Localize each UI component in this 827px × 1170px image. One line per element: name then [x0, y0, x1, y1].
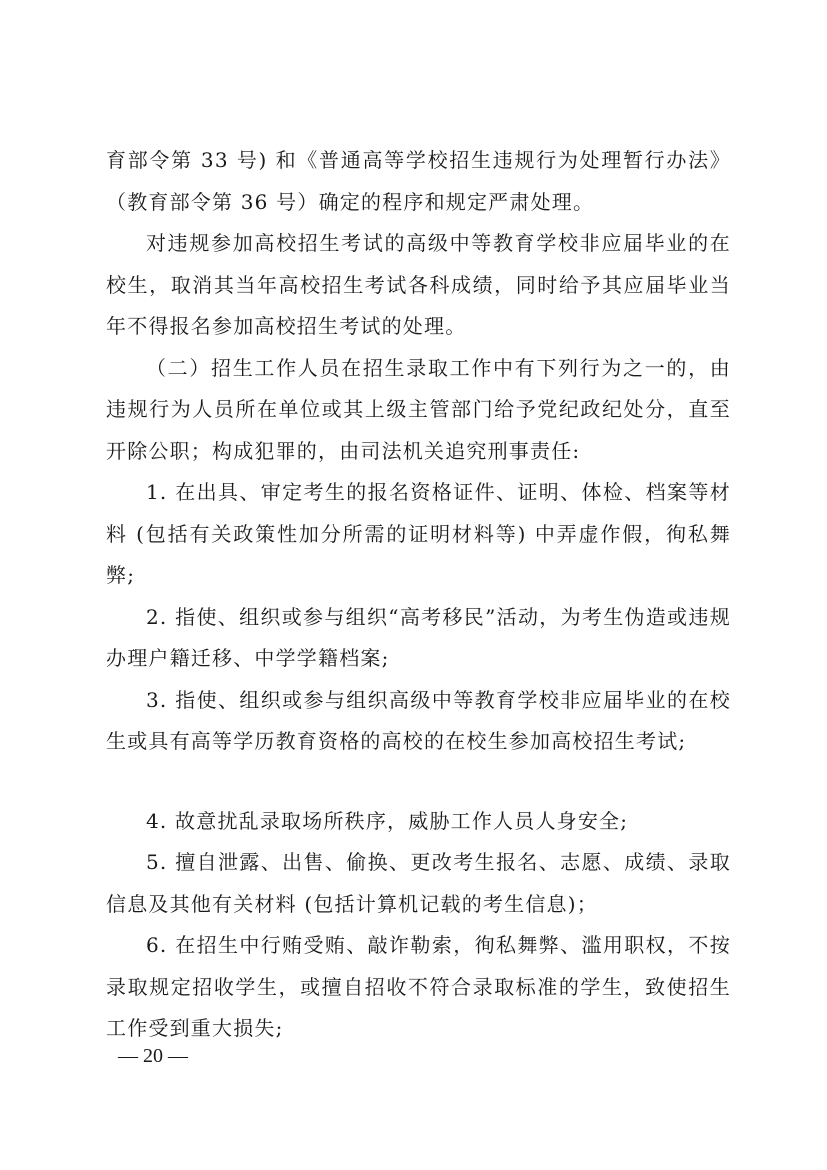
blank-line	[106, 763, 731, 801]
page-number: — 20 —	[118, 1045, 188, 1067]
list-item-2: 2. 指使、组织或参与组织“高考移民”活动，为考生伪造或违规办理户籍迁移、中学学籍档案;	[106, 604, 731, 670]
list-item-1: 1. 在出具、审定考生的报名资格证件、证明、体检、档案等材料 (包括有关政策性加分所需的证明材料等) 中弄虚作假，徇私舞弊;	[106, 480, 731, 587]
paragraph-disqualification: 对违规参加高校招生考试的高级中等教育学校非应届毕业的在校生，取消其当年高校招生考试各科成绩，同时给予其应届毕业当年不得报名参加高校招生考试的处理。	[106, 231, 731, 338]
paragraph-continuation: 育部令第 33 号) 和《普通高等学校招生违规行为处理暂行办法》（教育部令第 36 号）确定的程序和规定严肃处理。	[106, 148, 731, 214]
list-item-6: 6. 在招生中行贿受贿、敲诈勒索，徇私舞弊、滥用职权，不按录取规定招收学生，或擅自招收不符合录取标准的学生，致使招生工作受到重大损失;	[106, 933, 731, 1040]
list-item-5: 5. 擅自泄露、出售、偷换、更改考生报名、志愿、成绩、录取信息及其他有关材料 (包括计算机记载的考生信息)；	[106, 850, 731, 916]
paragraph-section-two: （二）招生工作人员在招生录取工作中有下列行为之一的，由违规行为人员所在单位或其上级主管部门给予党纪政纪处分，直至开除公职；构成犯罪的，由司法机关追究刑事责任:	[106, 355, 731, 463]
body-text	[106, 140, 731, 1050]
list-item-4: 4. 故意扰乱录取场所秩序，威胁工作人员人身安全;	[146, 808, 629, 833]
list-item-3: 3. 指使、组织或参与组织高级中等教育学校非应届毕业的在校生或具有高等学历教育资格的高校的在校生参加高校招生考试;	[106, 687, 731, 753]
